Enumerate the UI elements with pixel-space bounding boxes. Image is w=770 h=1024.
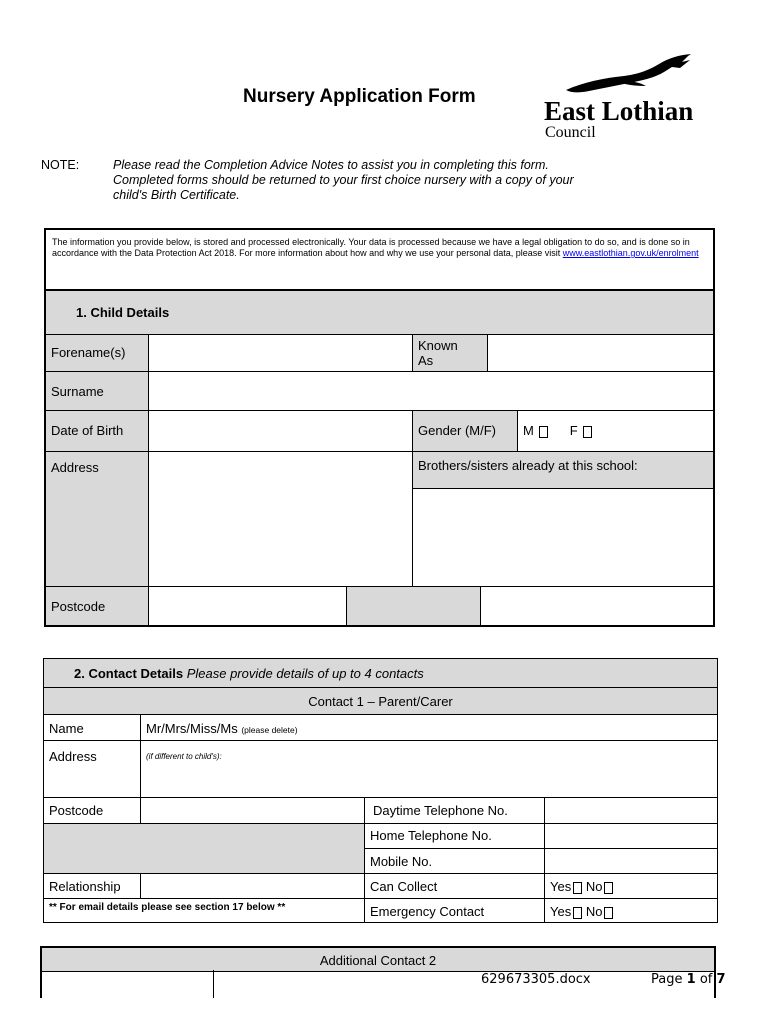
- emergency-label: Emergency Contact: [364, 898, 545, 923]
- page-title: Nursery Application Form: [243, 86, 476, 107]
- postcode-extra-input[interactable]: [480, 586, 715, 627]
- can-collect-yes-checkbox[interactable]: [573, 882, 582, 894]
- section1-header: [44, 289, 715, 335]
- forename-label: Forename(s): [44, 334, 149, 372]
- eagle-icon: [564, 52, 694, 97]
- gender-m-label: M: [523, 423, 534, 438]
- home-tel-label: Home Telephone No.: [364, 823, 545, 849]
- name-hint: (please delete): [241, 725, 298, 735]
- home-tel-input[interactable]: [544, 823, 718, 849]
- address-hint: (if different to child's):: [146, 752, 222, 761]
- section2-header: [43, 658, 718, 688]
- contact1-header: Contact 1 – Parent/Carer: [43, 687, 718, 715]
- gender-options: [517, 410, 715, 452]
- logo-subtext: Council: [545, 124, 596, 141]
- contact1-name-label: Name: [43, 714, 141, 741]
- council-logo: [544, 52, 719, 144]
- section2-subheading: Please provide details of up to 4 contacts: [186, 666, 424, 681]
- page-of: of: [699, 972, 713, 987]
- note-line: child's Birth Certificate.: [113, 188, 240, 202]
- table-border: [213, 970, 214, 998]
- note-line: Please read the Completion Advice Notes to assist you in completing this form.: [113, 158, 549, 172]
- known-as-label: [412, 334, 488, 372]
- contact1-address-input[interactable]: [140, 740, 718, 798]
- note-text: [113, 158, 653, 203]
- siblings-label: Brothers/sisters already at this school:: [412, 451, 715, 489]
- mobile-input[interactable]: [544, 848, 718, 874]
- address-label: Address: [44, 451, 149, 587]
- page-label: Page: [651, 972, 683, 987]
- page-total: 7: [716, 972, 726, 987]
- footer-filename: 629673305.docx: [481, 972, 591, 987]
- title-options: Mr/Mrs/Miss/Ms: [146, 721, 238, 736]
- can-collect-no-checkbox[interactable]: [604, 882, 613, 894]
- dob-label: Date of Birth: [44, 410, 149, 452]
- relationship-label: Relationship: [43, 873, 141, 899]
- daytime-tel-input[interactable]: [544, 797, 718, 824]
- yes-label: Yes: [550, 904, 572, 919]
- can-collect-label: Can Collect: [364, 873, 545, 899]
- contact1-postcode-label: Postcode: [43, 797, 141, 824]
- gender-label: Gender (M/F): [412, 410, 518, 452]
- contact1-name-input[interactable]: [140, 714, 718, 741]
- contact1-blank: [43, 823, 365, 874]
- table-border: [40, 970, 42, 998]
- postcode-label: Postcode: [44, 586, 149, 627]
- emergency-options: [544, 898, 718, 923]
- contact1-postcode-input[interactable]: [140, 797, 365, 824]
- siblings-input[interactable]: [412, 488, 715, 587]
- no-label: No: [585, 904, 603, 919]
- footer-page: [651, 972, 726, 987]
- page-current: 1: [686, 972, 696, 987]
- postcode-input[interactable]: [148, 586, 347, 627]
- known-as-text: Known As: [418, 338, 458, 368]
- no-label: No: [585, 879, 603, 894]
- surname-label: Surname: [44, 371, 149, 411]
- contact2-header: Additional Contact 2: [40, 946, 716, 972]
- enrolment-link[interactable]: www.eastlothian.gov.uk/enrolment: [562, 248, 699, 258]
- section2-heading: 2. Contact Details: [74, 666, 184, 681]
- forename-input[interactable]: [148, 334, 413, 372]
- yes-label: Yes: [550, 879, 572, 894]
- address-input[interactable]: [148, 451, 413, 587]
- known-as-input[interactable]: [487, 334, 715, 372]
- postcode-spacer: [346, 586, 481, 627]
- email-note: ** For email details please see section 17 below **: [43, 898, 365, 923]
- relationship-input[interactable]: [140, 873, 365, 899]
- contact1-address-label: Address: [43, 740, 141, 798]
- mobile-label: Mobile No.: [364, 848, 545, 874]
- gender-f-label: F: [569, 423, 578, 438]
- emergency-no-checkbox[interactable]: [604, 907, 613, 919]
- dob-input[interactable]: [148, 410, 413, 452]
- privacy-text: The information you provide below, is stored and processed electronically. Your data is processed because we have a legal obligation to do so, and is done so in accordance with the Data Protection Act 2018. For more information about how and why we use your personal data, please visit: [52, 237, 690, 258]
- logo-text: East Lothian: [544, 96, 694, 126]
- can-collect-options: [544, 873, 718, 899]
- surname-input[interactable]: [148, 371, 715, 411]
- section1-heading: 1. Child Details: [76, 305, 170, 320]
- gender-f-checkbox[interactable]: [583, 426, 592, 438]
- gender-m-checkbox[interactable]: [539, 426, 548, 438]
- daytime-tel-label: Daytime Telephone No.: [364, 797, 545, 824]
- note-label: NOTE:: [41, 158, 80, 172]
- emergency-yes-checkbox[interactable]: [573, 907, 582, 919]
- privacy-notice: [44, 228, 715, 290]
- note-line: Completed forms should be returned to your first choice nursery with a copy of your: [113, 173, 574, 187]
